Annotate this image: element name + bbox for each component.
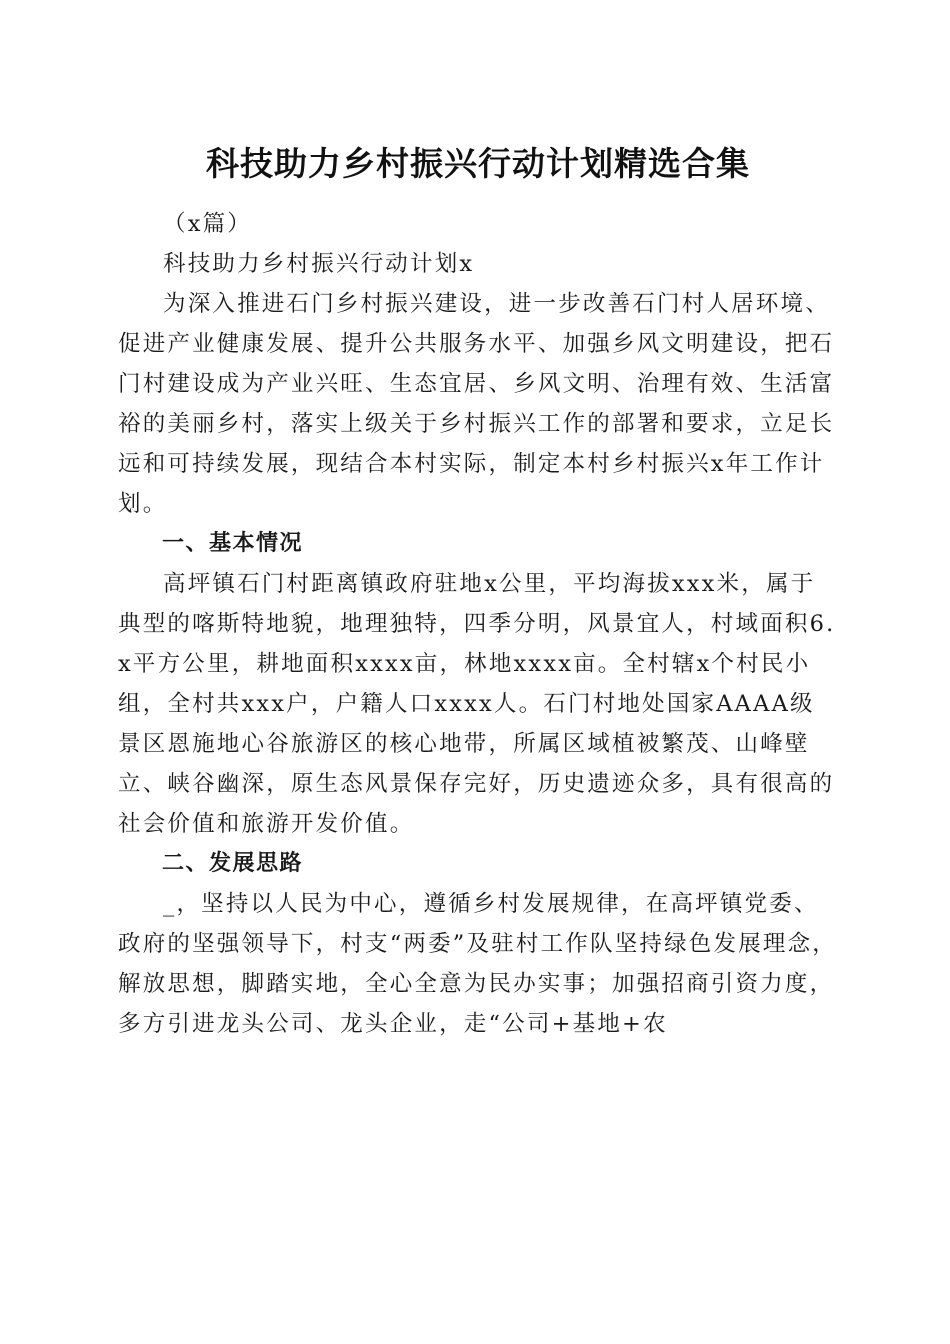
document-body xyxy=(118,204,838,1044)
article-subtitle: 科技助力乡村振兴行动计划x xyxy=(163,251,475,277)
development-ideas-paragraph: _，坚持以人民为中心，遵循乡村发展规律，在高坪镇党委、政府的坚强领导下，村支“两委”及驻村工作队坚持绿色发展理念，解放思想，脚踏实地，全心全意为民办实事；加强招商引资力度，多方引进龙头公司、龙头企业，走“公司+基地+农 xyxy=(118,891,838,1037)
article-count-note: （x篇） xyxy=(163,211,252,237)
section-heading-basic-situation: 一、基本情况 xyxy=(162,531,304,556)
document-title: 科技助力乡村振兴行动计划精选合集 xyxy=(206,144,750,183)
basic-situation-paragraph: 高坪镇石门村距离镇政府驻地x公里，平均海拔xxx米，属于典型的喀斯特地貌，地理独特，四季分明，风景宜人，村域面积6.x平方公里，耕地面积xxxx亩，林地xxxx亩。全村辖x个村民小组，全村共xxx户，户籍人口xxxx人。石门村地处国家AAAA级景区恩施地心谷旅游区的核心地带，所属区域植被繁茂、山峰壁立、峡谷幽深，原生态风景保存完好，历史遗迹众多，具有很高的社会价值和旅游开发价值。 xyxy=(118,571,836,837)
section-heading-development-ideas: 二、发展思路 xyxy=(162,851,304,876)
intro-paragraph: 为深入推进石门乡村振兴建设，进一步改善石门村人居环境、促进产业健康发展、提升公共服务水平、加强乡风文明建设，把石门村建设成为产业兴旺、生态宜居、乡风文明、治理有效、生活富裕的美丽乡村，落实上级关于乡村振兴工作的部署和要求，立足长远和可持续发展，现结合本村实际，制定本村乡村振兴x年工作计划。 xyxy=(118,291,835,517)
